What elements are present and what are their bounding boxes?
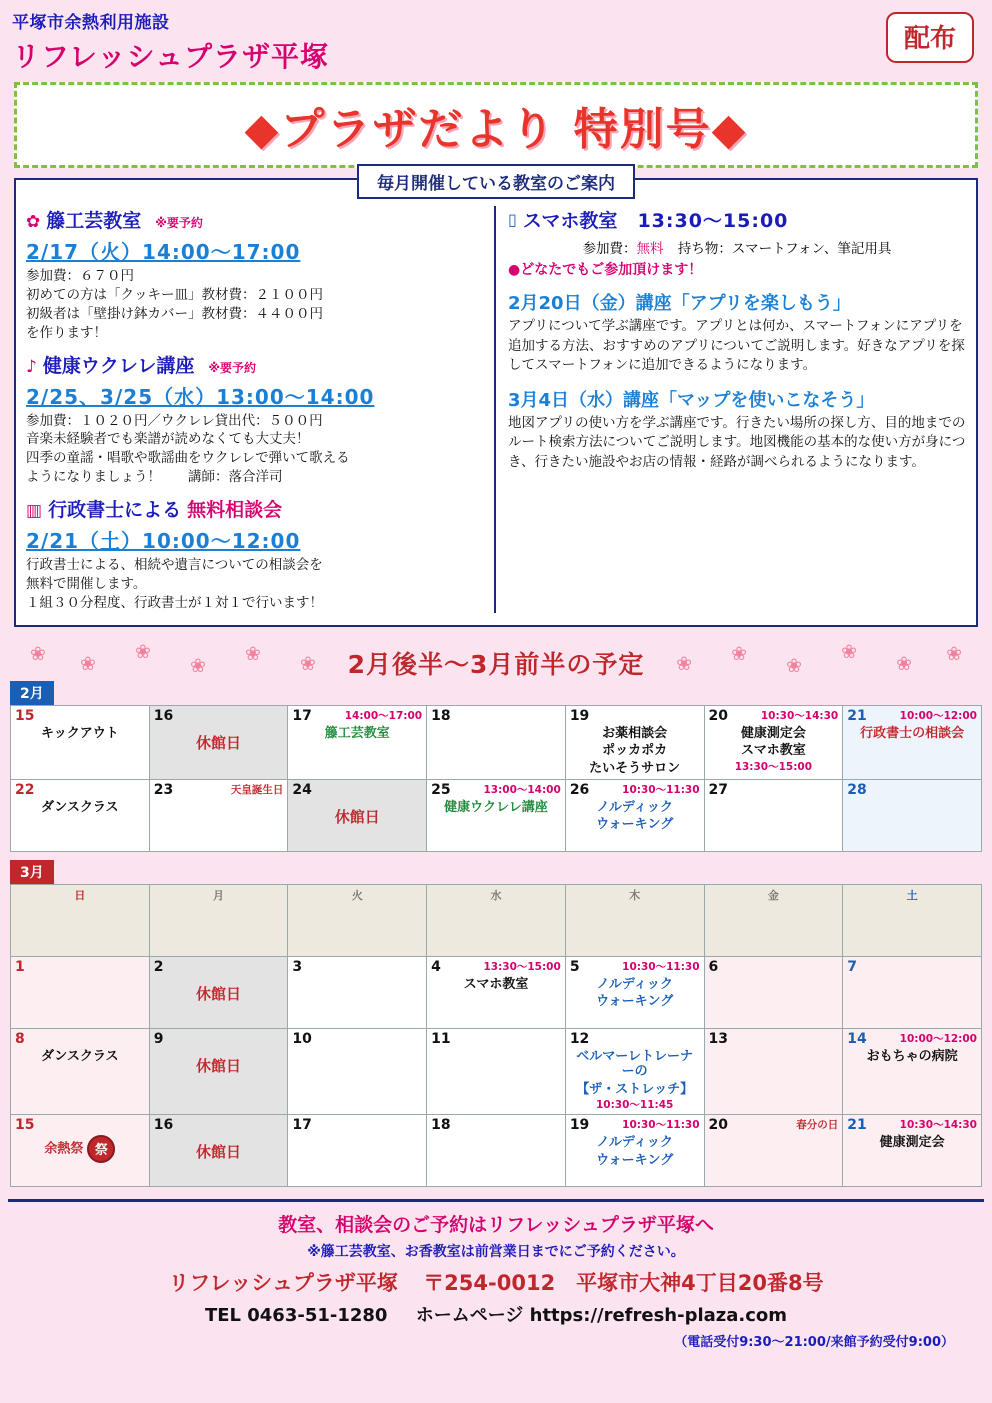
- event-label: ウォーキング: [596, 994, 674, 1010]
- day-of-week-cell: 水: [427, 884, 566, 956]
- calendar-day-cell: [427, 1028, 566, 1115]
- smartphone-title-row: [508, 206, 966, 233]
- footer-note: ※籐工芸教室、お香教室は前営業日までにご予約ください。: [307, 1244, 685, 1261]
- event-time: 10:30〜11:30: [622, 960, 700, 973]
- festival-stamp-icon: 祭: [87, 1135, 115, 1163]
- event-time: 10:00〜12:00: [899, 709, 977, 722]
- sakura-icon: ❀: [300, 652, 316, 675]
- schedule-section: [10, 639, 982, 1188]
- day-number: 5: [569, 958, 580, 975]
- music-note-icon: ♪: [26, 356, 37, 377]
- calendar-day-cell: [427, 1115, 566, 1187]
- calendar-day-cell: [843, 705, 982, 779]
- bring-items: 持ち物：スマートフォン、筆記用具: [677, 241, 892, 257]
- march-tag-row: [10, 860, 982, 884]
- day-of-week-cell: 火: [288, 884, 427, 956]
- day-number: 27: [708, 781, 728, 798]
- calendar-day-cell: [427, 956, 566, 1028]
- day-of-week-cell: 金: [704, 884, 843, 956]
- day-number: 21: [847, 1117, 867, 1134]
- class-line: 無料で開催します。: [26, 576, 147, 593]
- day-number: 19: [569, 1117, 590, 1134]
- class-title: 行政書士による: [48, 499, 182, 522]
- calendar-day-cell: [288, 705, 427, 779]
- event-time: 10:30〜11:30: [622, 783, 700, 796]
- class-date: 2/25、3/25（水）13:00〜14:00: [26, 384, 375, 409]
- event-time: 10:30〜11:45: [595, 1099, 674, 1112]
- fee-label: 参加費：: [582, 241, 637, 257]
- calendar-day-cell: [565, 1115, 704, 1187]
- facility-name: リフレッシュプラザ平塚: [12, 40, 330, 73]
- calendar-day-cell: [565, 705, 704, 779]
- calendar-day-cell: [843, 779, 982, 851]
- page-header: [0, 0, 992, 78]
- event-label: スマホ教室: [740, 743, 806, 759]
- session-body: 地図アプリの使い方を学ぶ講座です。行きたい場所の探し方、目的地までのルート検索方法についてご説明します。地図機能の基本的な使い方が身につき、行きたい施設やお店の情報・経路が調べられるようになります。: [508, 414, 966, 470]
- event-label: ベルマーレトレーナーの: [576, 1048, 694, 1080]
- footer-tel: TEL 0463-51-1280: [204, 1305, 388, 1327]
- calendar-day-cell: [565, 779, 704, 851]
- day-number: 17: [292, 707, 312, 724]
- day-number: 25: [431, 781, 451, 798]
- event-time: 10:30〜11:30: [622, 1119, 700, 1132]
- closed-day-label: 休館日: [196, 984, 242, 1003]
- smartphone-fee-row: [508, 237, 966, 257]
- schedule-title-row: [10, 639, 982, 681]
- calendar-day-cell: [149, 779, 288, 851]
- event-label: たいそうサロン: [589, 760, 681, 776]
- day-of-week-header: [11, 884, 982, 956]
- sakura-icon: ❀: [190, 654, 206, 677]
- calendar-day-cell: [427, 705, 566, 779]
- class-line: 参加費：６７０円: [26, 268, 134, 284]
- calendar-day-cell: [11, 705, 150, 779]
- sakura-icon: ❀: [896, 652, 912, 675]
- event-label: 【ザ・ストレッチ】: [576, 1081, 694, 1097]
- event-time: 13:30〜15:00: [734, 760, 813, 773]
- calendar-day-cell: [149, 1028, 288, 1115]
- event-label: 健康測定会: [740, 725, 806, 741]
- smartphone-time: 13:30〜15:00: [637, 210, 789, 232]
- day-number: 14: [847, 1030, 867, 1047]
- event-label: 行政書士の相談会: [860, 725, 965, 741]
- class-line: 初級者は「壁掛け鉢カバー」教材費：４４００円: [26, 305, 323, 322]
- book-icon: ▥: [26, 501, 43, 522]
- sakura-icon: ❀: [80, 652, 96, 675]
- footer-homepage[interactable]: ホームページ https://refresh-plaza.com: [415, 1305, 788, 1327]
- footer-reservation-line: 教室、相談会のご予約はリフレッシュプラザ平塚へ: [278, 1214, 714, 1237]
- class-line: 行政書士による、相続や遺言についての相談会を: [26, 557, 323, 574]
- day-of-week-cell: 月: [149, 884, 288, 956]
- day-number: 11: [431, 1030, 451, 1047]
- calendar-day-cell: [288, 1115, 427, 1187]
- calendar-day-cell: [11, 1115, 150, 1187]
- holiday-label: 春分の日: [796, 1119, 839, 1132]
- day-number: 2: [153, 958, 164, 975]
- calendar-day-cell: [704, 1028, 843, 1115]
- day-number: 28: [847, 781, 867, 798]
- class-block-rattan: [26, 206, 484, 343]
- day-number: 24: [292, 781, 312, 798]
- session-heading: 3月4日（水）講座「マップを使いこなそう」: [508, 389, 875, 411]
- day-number: 7: [847, 958, 857, 975]
- sakura-icon: ❀: [135, 640, 151, 663]
- event-time: 10:30〜14:30: [760, 709, 839, 722]
- event-label: 健康測定会: [879, 1135, 945, 1151]
- class-line: 四季の童謡・唱歌や歌謡曲をウクレレで弾いて歌える: [26, 450, 350, 467]
- reservation-note: ※要予約: [155, 216, 203, 230]
- calendar-day-cell: [11, 956, 150, 1028]
- event-label: ウォーキング: [596, 817, 674, 833]
- calendar-week-row: [11, 705, 982, 779]
- open-to-all-note: ●どなたでもご参加頂けます！: [508, 262, 703, 278]
- day-number: 18: [431, 707, 451, 724]
- footer-hours: （電話受付9:30〜21:00/来館予約受付9:00）: [674, 1335, 954, 1351]
- class-date: 2/21（土）10:00〜12:00: [26, 529, 301, 554]
- event-time: 13:30〜15:00: [483, 960, 561, 973]
- event-label: 余熱祭 祭: [15, 1135, 145, 1163]
- closed-day-label: 休館日: [196, 1056, 242, 1075]
- calendar-day-cell: [427, 779, 566, 851]
- closed-day-label: 休館日: [334, 807, 380, 826]
- calendar-day-cell: [704, 705, 843, 779]
- day-number: 8: [15, 1030, 25, 1047]
- event-label: ノルディック: [596, 976, 673, 992]
- event-label: おもちゃの病院: [866, 1048, 958, 1064]
- calendar-day-cell: [11, 779, 150, 851]
- calendar-day-cell: [11, 1028, 150, 1115]
- day-number: 4: [431, 958, 441, 975]
- event-time: 13:00〜14:00: [483, 783, 561, 796]
- day-number: 17: [292, 1117, 312, 1134]
- class-date: 2/17（火）14:00〜17:00: [26, 240, 301, 264]
- calendar-day-cell: [149, 1115, 288, 1187]
- day-number: 10: [292, 1030, 312, 1047]
- class-line: 音楽未経験者でも楽譜が読めなくても大丈夫！: [26, 431, 310, 448]
- fee-value: 無料: [636, 241, 664, 257]
- footer-contact-row: [8, 1301, 984, 1327]
- calendar-day-cell: [565, 1028, 704, 1115]
- calendar-week-row: [11, 1028, 982, 1115]
- class-title-row: [26, 206, 484, 233]
- event-label: スマホ教室: [463, 976, 529, 992]
- banner-title: ◆プラザだより 特別号◆: [244, 104, 748, 155]
- event-label: ダンスクラス: [41, 1048, 119, 1064]
- calendar-day-cell: [704, 779, 843, 851]
- day-number: 20: [708, 707, 728, 724]
- banner: [14, 82, 978, 168]
- day-of-week-cell: 土: [843, 884, 982, 956]
- distribution-badge: 配布: [886, 12, 974, 63]
- closed-day-label: 休館日: [196, 1143, 242, 1162]
- calendar-day-cell: [288, 1028, 427, 1115]
- closed-day-label: 休館日: [196, 733, 242, 752]
- month-tag-february: 2月: [10, 681, 54, 705]
- footer-facility-name: リフレッシュプラザ平塚: [168, 1271, 398, 1296]
- calendar-week-row: [11, 956, 982, 1028]
- event-label: 健康ウクレレ講座: [444, 799, 548, 815]
- day-number: 16: [153, 707, 174, 724]
- calendar-day-cell: [843, 1028, 982, 1115]
- class-title: 籐工芸教室: [46, 210, 142, 232]
- page-footer: [8, 1199, 984, 1350]
- event-label: ダンスクラス: [41, 799, 119, 815]
- calendar-week-row: [11, 779, 982, 851]
- day-number: 1: [15, 958, 25, 975]
- footer-address-row: [8, 1267, 984, 1297]
- event-label: ノルディック: [596, 1135, 673, 1151]
- smartphone-icon: ▯: [508, 210, 517, 229]
- class-block-legal-consult: [26, 495, 484, 613]
- calendar-day-cell: [565, 956, 704, 1028]
- february-calendar: [10, 705, 982, 852]
- sakura-icon: ❀: [676, 652, 692, 675]
- march-calendar: [10, 884, 982, 1188]
- event-label: ウォーキング: [596, 1152, 674, 1168]
- day-of-week-cell: 日: [11, 884, 150, 956]
- calendar-week-row: [11, 1115, 982, 1187]
- calendar-day-cell: [843, 1115, 982, 1187]
- sakura-icon: ❀: [245, 642, 261, 665]
- day-number: 16: [153, 1117, 174, 1134]
- sakura-icon: ❀: [30, 642, 46, 665]
- facility-category: 平塚市余熱利用施設: [12, 13, 170, 33]
- classes-info-tab: 毎月開催している教室のご案内: [357, 164, 635, 199]
- class-line: ようになりましょう！ 講師：落合洋司: [26, 469, 283, 486]
- session-body: アプリについて学ぶ講座です。アプリとは何か、スマートフォンにアプリを追加する方法、おすすめのアプリについてご説明します。好きなアプリを探してスマートフォンに追加できるようになります。: [508, 318, 965, 374]
- class-title-row: [26, 495, 484, 522]
- smartphone-class-column: [496, 206, 966, 613]
- smartphone-title: スマホ教室: [522, 210, 618, 232]
- day-number: 15: [15, 707, 35, 724]
- day-of-week-cell: 木: [565, 884, 704, 956]
- session-heading: 2月20日（金）講座「アプリを楽しもう」: [508, 293, 851, 314]
- event-time: 10:00〜12:00: [899, 1032, 977, 1045]
- sakura-icon: ❀: [731, 642, 747, 665]
- day-number: 19: [569, 707, 590, 724]
- holiday-label: 天皇誕生日: [230, 783, 284, 796]
- event-time: 10:30〜14:30: [899, 1119, 977, 1132]
- day-number: 6: [708, 958, 719, 975]
- calendar-day-cell: [704, 1115, 843, 1187]
- calendar-day-cell: [288, 956, 427, 1028]
- day-number: 26: [569, 781, 590, 798]
- day-number: 13: [708, 1030, 728, 1047]
- class-title-row: [26, 351, 484, 378]
- class-line: 初めての方は「クッキー皿」教材費：２１００円: [26, 286, 323, 303]
- class-title-free: 無料相談会: [187, 499, 283, 522]
- class-line: を作ります！: [26, 324, 107, 341]
- calendar-day-cell: [149, 705, 288, 779]
- february-tag-row: [10, 681, 982, 705]
- calendar-day-cell: [704, 956, 843, 1028]
- calendar-day-cell: [149, 956, 288, 1028]
- footer-address: 〒254-0012 平塚市大神4丁目20番8号: [423, 1271, 824, 1296]
- class-line: 参加費：１０２０円／ウクレレ貸出代：５００円: [26, 412, 323, 429]
- day-number: 22: [15, 781, 35, 798]
- event-label: ポッカポカ: [602, 743, 668, 759]
- sakura-icon: ❀: [946, 642, 962, 665]
- schedule-title: 2月後半〜3月前半の予定: [347, 649, 645, 679]
- left-class-column: [26, 206, 496, 613]
- month-tag-march: 3月: [10, 860, 54, 884]
- day-number: 21: [847, 707, 867, 724]
- event-label: キックアウト: [40, 725, 119, 741]
- event-label: ノルディック: [596, 799, 673, 815]
- calendar-day-cell: [843, 956, 982, 1028]
- day-number: 15: [15, 1117, 35, 1134]
- day-number: 3: [292, 958, 303, 975]
- class-block-ukulele: [26, 351, 484, 488]
- event-time: 14:00〜17:00: [344, 709, 423, 722]
- calendar-day-cell: [288, 779, 427, 851]
- day-number: 12: [569, 1030, 590, 1047]
- class-title: 健康ウクレレ講座: [42, 354, 195, 377]
- day-number: 9: [153, 1030, 164, 1047]
- sakura-icon: ❀: [841, 640, 857, 663]
- event-label: 籐工芸教室: [324, 725, 390, 741]
- day-number: 20: [708, 1117, 728, 1134]
- class-line: １組３０分程度、行政書士が１対１で行います！: [26, 594, 323, 611]
- event-label: お薬相談会: [602, 725, 668, 741]
- day-number: 23: [153, 781, 174, 798]
- sakura-icon: ❀: [786, 654, 802, 677]
- classes-info-box: [14, 174, 978, 627]
- flower-icon: ✿: [26, 212, 41, 232]
- day-number: 18: [431, 1117, 451, 1134]
- reservation-note: ※要予約: [208, 360, 257, 375]
